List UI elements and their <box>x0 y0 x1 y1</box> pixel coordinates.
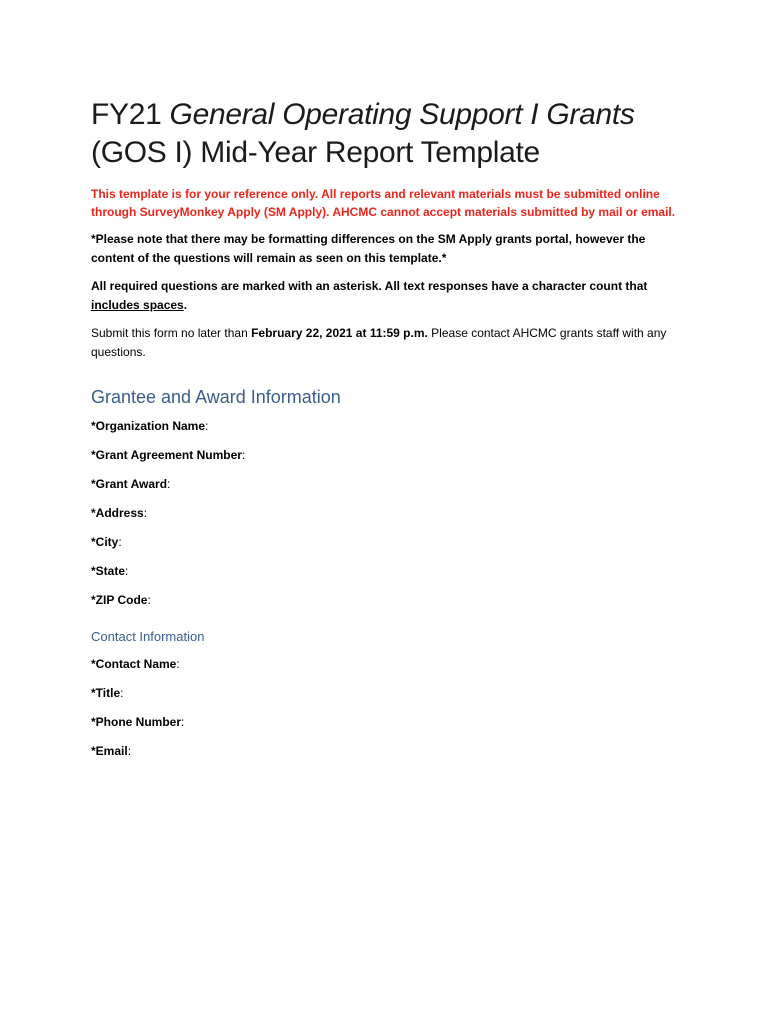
field-label: *State <box>91 564 126 578</box>
field-colon: : <box>167 477 171 491</box>
field-colon: : <box>125 564 129 578</box>
title-italic: General Operating Support I Grants <box>169 98 635 131</box>
title-prefix: FY21 <box>91 98 170 131</box>
submit-post: Please contact AHCMC grants staff with any questions. <box>91 326 667 359</box>
formatting-note: *Please note that there may be formatting differences on the SM Apply grants portal, however the content of the questions will remain as seen on this template.* <box>91 232 646 265</box>
field-colon: : <box>205 419 209 433</box>
field-grant-agreement-number <box>91 447 691 463</box>
title-line-2: (GOS I) Mid-Year Report Template <box>91 136 540 169</box>
field-contact-name <box>91 656 691 672</box>
field-label: *Title <box>91 686 121 700</box>
field-colon: : <box>181 715 185 729</box>
field-colon: : <box>143 506 148 520</box>
field-address <box>91 505 691 521</box>
field-colon: : <box>120 686 124 700</box>
document-page <box>91 96 691 772</box>
field-colon: : <box>127 744 132 758</box>
field-label: *ZIP Code <box>91 593 148 607</box>
field-title <box>91 685 691 701</box>
required-note <box>91 277 691 315</box>
section-heading-grantee: Grantee and Award Information <box>91 387 341 407</box>
field-grant-award <box>91 476 691 492</box>
field-email <box>91 743 691 759</box>
field-colon: : <box>147 593 151 607</box>
field-label: *Organization Name <box>91 419 206 433</box>
field-label: *Address <box>91 506 144 520</box>
submit-deadline: February 22, 2021 at 11:59 p.m. <box>251 326 428 340</box>
field-label: *Phone Number <box>91 715 182 729</box>
field-label: *Grant Award <box>91 477 168 491</box>
reference-notice: This template is for your reference only. All reports and relevant materials must be submitted online through SurveyMonkey Apply (SM Apply). AHCMC cannot accept materials submitted by mail or email. <box>91 187 676 219</box>
field-zip-code <box>91 592 691 608</box>
field-phone-number <box>91 714 691 730</box>
submit-pre: Submit this form no later than <box>91 326 252 340</box>
field-label: *Grant Agreement Number <box>91 448 242 462</box>
submit-instructions <box>91 324 691 362</box>
field-label: *Contact Name <box>91 657 177 671</box>
field-colon: : <box>176 657 180 671</box>
required-end: . <box>183 298 188 312</box>
field-colon: : <box>118 535 122 549</box>
field-colon: : <box>241 448 246 462</box>
field-organization-name <box>91 418 691 434</box>
field-label: *Email <box>91 744 128 758</box>
document-title <box>91 96 691 172</box>
section-heading-contact: Contact Information <box>91 629 205 644</box>
field-label: *City <box>91 535 119 549</box>
field-state <box>91 563 691 579</box>
required-underlined: includes spaces <box>91 298 184 312</box>
required-text: All required questions are marked with an asterisk. All text responses have a character count that <box>91 279 648 293</box>
field-city <box>91 534 691 550</box>
